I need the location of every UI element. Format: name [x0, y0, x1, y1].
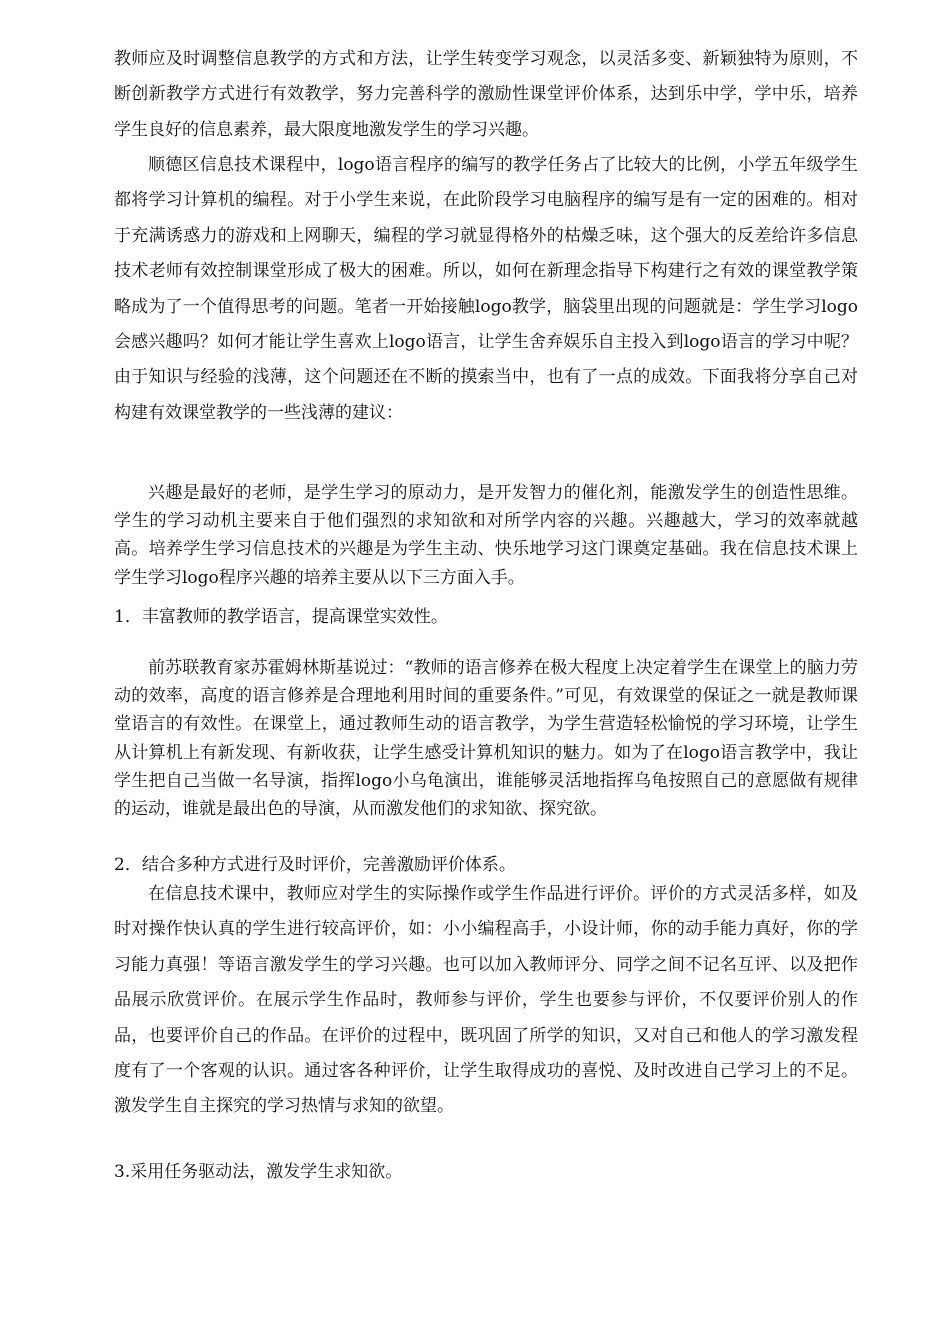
paragraph-evaluation: 在信息技术课中，教师应对学生的实际操作或学生作品进行评价。评价的方式灵活多样，如及时对操作快认真的学生进行较高评价，如：小小编程高手，小设计师，你的动手能力真好，你的学习能力真强！等语言激发学生的学习兴趣。也可以加入教师评分、同学之间不记名互评、以及把作品展示欣赏评价。在展示学生作品时，教师参与评价，学生也要参与评价，不仅要评价别人的作品，也要评价自己的作品。在评价的过程中，既巩固了所学的知识，又对自己和他人的学习激发程度有了一个客观的认识。通过客各种评价，让学生取得成功的喜悦、及时改进自己学习上的不足。激发学生自主探究的学习热情与求知的欲望。	[114, 884, 858, 1117]
section-heading-3: 3.采用任务驱动法，激发学生求知欲。	[114, 1162, 403, 1182]
paragraph-intro-continuation: 教师应及时调整信息教学的方式和方法，让学生转变学习观念，以灵活多变、新颖独特为原则，不断创新教学方式进行有效教学，努力完善科学的激励性课堂评价体系，达到乐中学，学中乐，培养学生良好的信息素养，最大限度地激发学生的学习兴趣。	[114, 49, 858, 140]
paragraph-interest-teacher: 兴趣是最好的老师，是学生学习的原动力，是开发智力的催化剂，能激发学生的创造性思维。学生的学习动机主要来自于他们强烈的求知欲和对所学内容的兴趣。兴趣越大，学习的效率就越高。培养学生学习信息技术的兴趣是为学生主动、快乐地学习这门课奠定基础。我在信息技术课上学生学习logo程序兴趣的培养主要从以下三方面入手。	[114, 483, 858, 588]
paragraph-shunde-logo-course: 顺德区信息技术课程中，logo语言程序的编写的教学任务占了比较大的比例，小学五年级学生都将学习计算机的编程。对于小学生来说，在此阶段学习电脑程序的编写是有一定的困难的。相对于充满诱惑力的游戏和上网聊天，编程的学习就显得格外的枯燥乏味，这个强大的反差给许多信息技术老师有效控制课堂形成了极大的困难。所以，如何在新理念指导下构建行之有效的课堂教学策略成为了一个值得思考的问题。笔者一开始接触logo教学，脑袋里出现的问题就是：学生学习logo会感兴趣吗？如何才能让学生喜欢上logo语言，让学生舍弃娱乐自主投入到logo语言的学习中呢？由于知识与经验的浅薄，这个问题还在不断的摸索当中，也有了一点的成效。下面我将分享自己对构建有效课堂教学的一些浅薄的建议：	[114, 155, 858, 423]
paragraph-teaching-language: 前苏联教育家苏霍姆林斯基说过：“教师的语言修养在极大程度上决定着学生在课堂上的脑力劳动的效率，高度的语言修养是合理地利用时间的重要条件。”可见，有效课堂的保证之一就是教师课堂语言的有效性。在课堂上，通过教师生动的语言教学，为学生营造轻松愉悦的学习环境，让学生从计算机上有新发现、有新收获，让学生感受计算机知识的魅力。如为了在logo语言教学中，我让学生把自己当做一名导演，指挥logo小乌龟演出，谁能够灵活地指挥乌龟按照自己的意愿做有规律的运动，谁就是最出色的导演，从而激发他们的求知欲、探究欲。	[114, 658, 858, 820]
section-heading-1: 1．丰富教师的教学语言，提高课堂实效性。	[114, 607, 448, 627]
section-heading-2: 2．结合多种方式进行及时评价，完善激励评价体系。	[114, 855, 516, 875]
